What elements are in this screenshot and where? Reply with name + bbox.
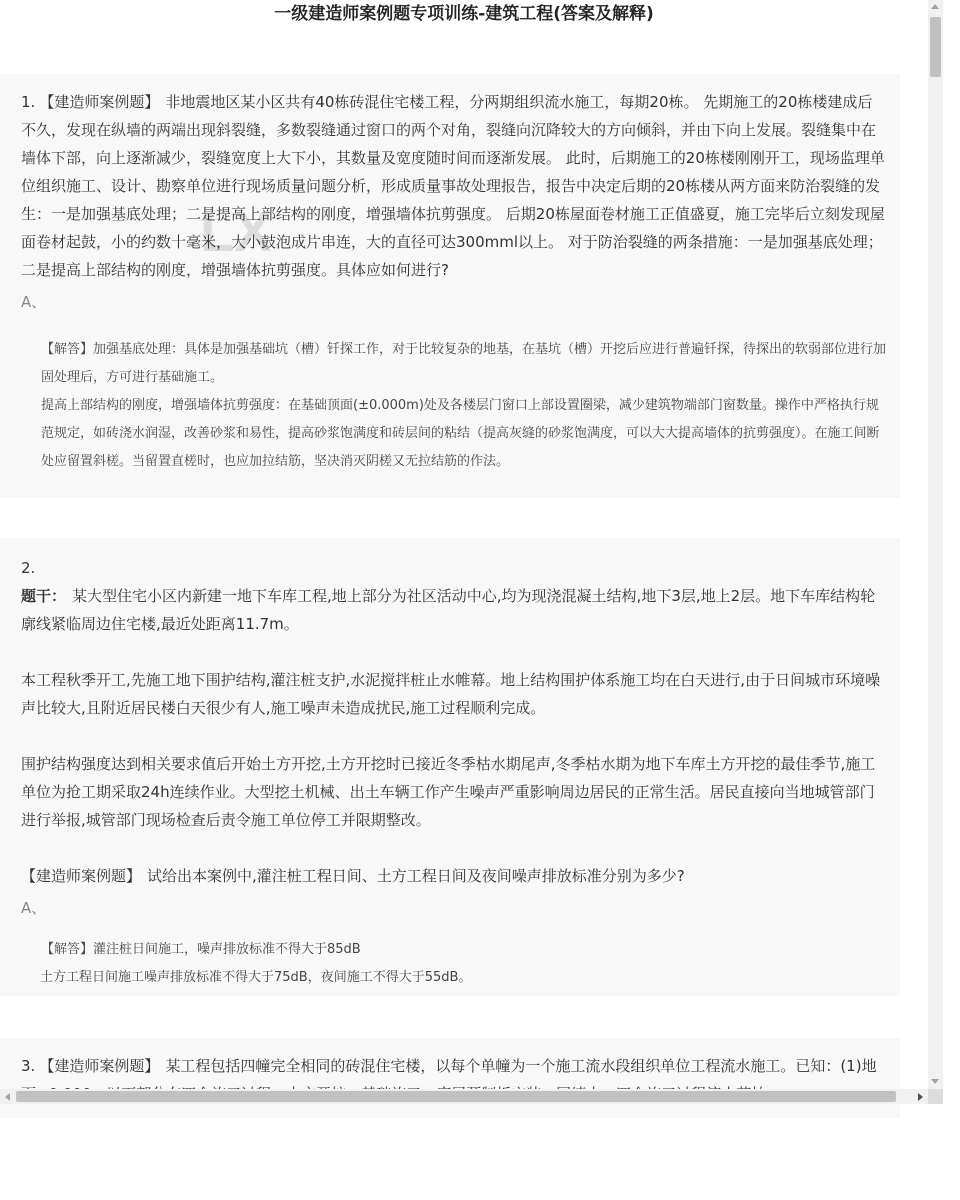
- answer-paragraph: 土方工程日间施工噪声排放标准不得大于75dB，夜间施工不得大于55dB。: [40, 970, 472, 985]
- page-title: 一级建造师案例题专项训练-建筑工程(答案及解释): [274, 4, 654, 24]
- question-card-1: [0, 74, 900, 498]
- triangle-left-icon[interactable]: [5, 1093, 10, 1101]
- answer-paragraph: 提高上部结构的刚度，增强墙体抗剪强度：在基础顶面(±0.000m)处及各楼层门窗口上部设置圈梁，减少建筑物端部门窗数量。操作中严格执行规范规定，如砖浇水润湿，改善砂浆和易性，提高砂浆饱满度和砖层间的粘结（提高灰缝的砂浆饱满度，可以大大提高墙体的抗剪强度）。在施工间断处应留置斜槎。当留置直槎时，也应加拉结筋，坚决消灭阴槎又无拉结筋的作法。: [41, 398, 880, 469]
- question-number: 2.: [21, 559, 36, 577]
- question-tag: 【建造师案例题】: [39, 93, 160, 111]
- scrollbar-corner: [928, 1089, 943, 1104]
- triangle-up-icon[interactable]: [931, 4, 939, 9]
- question-ask-text: 试给出本案例中,灌注桩工程日间、土方工程日间及夜间噪声排放标准分别为多少?: [147, 867, 685, 885]
- stem-label: 题干：: [21, 587, 67, 605]
- horizontal-scrollbar-thumb[interactable]: [16, 1091, 896, 1102]
- vertical-scrollbar-thumb[interactable]: [930, 17, 941, 77]
- answer-block: [41, 336, 886, 476]
- question-stem-paragraph: 本工程秋季开工,先施工地下围护结构,灌注桩支护,水泥搅拌桩止水帷幕。地上结构围护体系施工均在白天进行,由于日间城市环境噪声比较大,且附近居民楼白天很少有人,施工噪声未造成扰民,施工过程顺利完成。: [21, 671, 881, 717]
- stem-text: 某大型住宅小区内新建一地下车库工程,地上部分为社区活动中心,均为现浇混凝土结构,地下3层,地上2层。地下车库结构轮廓线紧临周边住宅楼,最近处距离11.7m。: [21, 587, 876, 633]
- triangle-right-icon[interactable]: [918, 1093, 923, 1101]
- option-a[interactable]: A、: [21, 293, 47, 311]
- question-stem-paragraph: [21, 582, 886, 638]
- answer-block: [41, 936, 886, 992]
- question-tag: 【建造师案例题】: [39, 1057, 160, 1075]
- question-card-2: [0, 538, 900, 996]
- horizontal-scrollbar[interactable]: [0, 1089, 928, 1104]
- vertical-scrollbar[interactable]: [928, 0, 943, 1090]
- svg-text:LX: LX: [200, 200, 272, 263]
- option-a[interactable]: A、: [21, 899, 47, 917]
- question-number: 3.: [21, 1057, 36, 1075]
- question-body: 某工程包括四幢完全相同的砖混住宅楼，以每个单幢为一个施工流水段组织单位工程流水施工。已知：(1)地: [165, 1057, 877, 1075]
- question-number: 1.: [21, 93, 36, 111]
- question-stem-paragraph: 围护结构强度达到相关要求值后开始土方开挖,土方开挖时已接近冬季枯水期尾声,冬季枯水期为地下车库土方开挖的最佳季节,施工单位为抢工期采取24h连续作业。大型挖土机械、出土车辆工作产生噪声严重影响周边居民的正常生活。居民直接向当地城管部门进行举报,城管部门现场检查后责令施工单位停工并限期整改。: [21, 755, 876, 829]
- triangle-down-icon[interactable]: [931, 1079, 939, 1084]
- question-ask: [21, 862, 886, 890]
- answer-paragraph: 【解答】灌注桩日间施工，噪声排放标准不得大于85dB: [41, 942, 361, 957]
- question-body: 非地震地区某小区共有40栋砖混住宅楼工程，分两期组织流水施工，每期20栋。 先期施工的20栋楼建成后不久，发现在纵墙的两端出现斜裂缝，多数裂缝通过窗口的两个对角，裂缝向沉降较大的方向倾斜，并由下向上发展。裂缝集中在墙体下部，向上逐渐减少，裂缝宽度上大下小，其数量及宽度随时间而逐渐发展。 此时，后期施工的20栋楼刚刚开工，现场监理单位组织施工、设计、勘察单位进行现场质量问题分析，形成质量事故处理报告，报告中决定后期的20栋楼从两方面来防治裂缝的发生：一是加强基底处理；二是提高上部结构的刚度，增强墙体抗剪强度。 后期20栋屋面卷材施工正值盛夏，施工完毕后立刻发现屋面卷材起鼓，小的约数十毫米，大小鼓泡成片串连，大的直径可达300mml以上。 对于防治裂缝的两条措施：一是加强基底处理；二是提高上部结构的刚度，增强墙体抗剪强度。具体应如何进行?: [21, 93, 885, 279]
- question-tag: 【建造师案例题】: [21, 867, 142, 885]
- question-card-3: [0, 1038, 900, 1118]
- question-2-text: [21, 554, 886, 890]
- question-1-text: [21, 88, 886, 284]
- answer-paragraph: 【解答】加强基底处理：具体是加强基础坑（槽）钎探工作，对于比较复杂的地基，在基坑（槽）开挖后应进行普遍钎探，待探出的软弱部位进行加固处理后，方可进行基础施工。: [41, 342, 887, 385]
